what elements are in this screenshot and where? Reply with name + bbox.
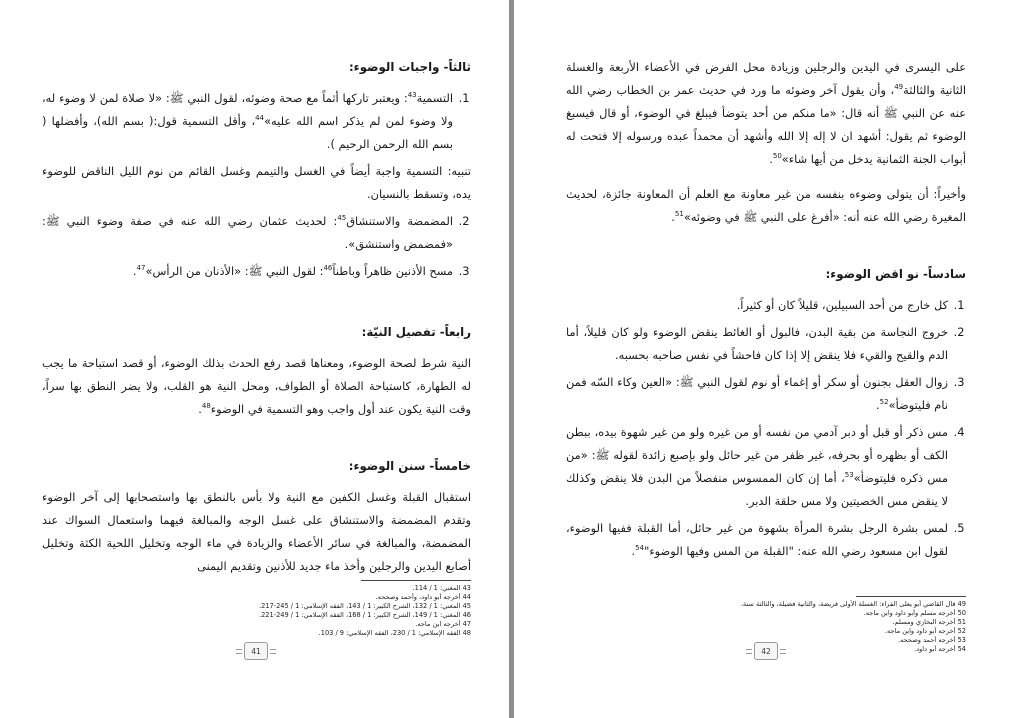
page-42-body: [566, 56, 966, 567]
footnote: 46 المغني: 1 / 149، الشرح الكبير: 1 / 168، الفقه الإسلامي: 1 / 249-221.: [259, 611, 471, 619]
footnote: 53 أخرجه أحمد وصححه.: [898, 636, 966, 644]
list-item: 2. خروج النجاسة من بقية البدن، فالبول أو الغائط ينقض الوضوء ولو كان قليلاً، أما الدم والقيح والقيء فلا ينقض إلا إذا كان فاحشاً في نفس صاحبه بحسبه.: [566, 321, 950, 367]
section-3-heading: ثالثاً- واجبات الوضوء:: [348, 60, 471, 74]
footnote-ref: 53: [844, 471, 854, 480]
section-4-heading: رابعاً- تفصيل النيّة:: [361, 325, 471, 339]
section-3-list-cont: [42, 210, 471, 283]
footnote: 43 المغني: 1 / 114.: [412, 584, 471, 592]
footnote-divider: [856, 596, 966, 597]
list-item: 1. كل خارج من أحد السبيلين، قليلاً كان أو كثيراً.: [566, 294, 950, 317]
footnote-ref: 46: [323, 264, 333, 273]
footnote-ref: 45: [337, 214, 347, 223]
footnote: 50 أخرجه مسلم وأبو داود وابن ماجه.: [863, 609, 966, 617]
footnote: 54 أخرجه أبو داود.: [914, 645, 966, 653]
footnote-ref: 49: [894, 83, 904, 92]
footnote-ref: 47: [136, 264, 146, 273]
list-item: 1. التسمية$^{43}$: ويعتبر تاركها أثماً مع صحة وضوئه، لقول النبي ﷺ: «لا صلاة لمن لا وضوء له، ولا وضوء لمن لم يذكر اسم الله عليه»$^{44}$، وأقل التسمية قول:( بسم الله)، وأفضلها ( بسم الله الرحمن الرحيم ).: [42, 87, 455, 156]
footnote-ref: 54: [635, 544, 645, 553]
intro-paragraph-2: وأخيراً: أن يتولى وضوءه بنفسه من غير معاونة مع العلم أن المعاونة جائزة، لحديث المغيرة رضي الله عنه أنه: «أفرغ على النبي ﷺ في وضوئه»$^{51}$.: [566, 187, 966, 224]
section-6-heading: سادساً- نو اقض الوضوء:: [825, 267, 966, 281]
page-41-body: [42, 56, 471, 578]
page-41-footnotes: [42, 580, 471, 638]
page-number: 41: [244, 642, 268, 660]
list-item: 2. المضمضة والاستنشاق$^{45}$: لحديث عثمان رضي الله عنه في صفة وضوء النبي ﷺ: «فمضمض واستنشق».: [42, 210, 455, 256]
footnote-ref: 52: [879, 398, 889, 407]
section-3-list: [42, 87, 471, 156]
footnote: 48 الفقه الإسلامي: 1 / 230، الفقه الإسلامي: 9 / 103.: [318, 629, 471, 637]
footnote-ref: 48: [201, 402, 211, 411]
footnote-divider: [361, 580, 471, 581]
page-number: 42: [754, 642, 778, 660]
footnote-ref: 50: [772, 152, 782, 161]
footnote: 49 قال القاضي أبو يعلى الفراء: الغسلة الأولى فريضة، والثانية فضيلة، والثالثة سنة.: [740, 600, 966, 608]
section-5-paragraph: استقبال القبلة وغسل الكفين مع النية ولا بأس بالنطق بها واستصحابها إلى آخر الوضوء وتقدم المضمضة والاستنشاق على غسل الوجه والمبالغة فيهما واستعمال السواك عند المضمضة، والمبالغة في سائر الأعضاء والزيادة في ماء الوجه وتخليل اللحية الكثة وتخليل أصابع اليدين والرجلين وأخذ ماء جديد للأذنين وتقديم اليمنى: [42, 490, 471, 573]
footnote: 47 أخرجه ابن ماجه.: [415, 620, 471, 628]
note-paragraph: تنبيه: التسمية واجبة أيضاً في الغسل والتيمم وغسل القائم من نوم الليل الناقض للوضوء يده، وتسقط بالنسيان.: [42, 164, 471, 201]
footnote: 45 المغني: 1 / 132، الشرح الكبير: 1 / 143، الفقه الإسلامي: 1 / 245-217.: [259, 602, 471, 610]
footnote-ref: 43: [407, 91, 417, 100]
footnote-ref: 44: [255, 114, 265, 123]
footnote: 51 أخرجه البخاري ومسلم.: [892, 618, 966, 626]
footnote-ref: 51: [674, 210, 684, 219]
document-page-41: [0, 0, 509, 718]
list-item: 4. مس ذكر أو قبل أو دبر آدمي من نفسه أو من غيره ولو من غير شهوة بيده، ببطن الكف أو بظهره أو بحرفه، غير ظفر من غير حائل ولو بإصبع زائدة لقوله ﷺ: «من مس ذكره فليتوضأ»$^{53}$، أما إن كان الممسوس منفصلاً من البدن فلا ينقض وكذلك لا ينقض مس الخصيتين ولا مس حلقة الدبر.: [566, 421, 950, 513]
list-item: 3. مسح الأذنين ظاهراً وباطناً$^{46}$: لقول النبي ﷺ: «الأذنان من الرأس»$^{47}$.: [42, 260, 455, 283]
footnote: 44 أخرجه أبو داود، وأحمد وصححه.: [375, 593, 471, 601]
document-page-42: [514, 0, 1024, 718]
list-item: 5. لمس بشرة الرجل بشرة المرأة بشهوة من غير حائل، أما القبلة ففيها الوضوء، لقول ابن مسعود رضي الله عنه: "القبلة من المس وفيها الوضوء"$^{54}$.: [566, 517, 950, 563]
section-4-paragraph: النية شرط لصحة الوضوء، ومعناها قصد رفع الحدث بذلك الوضوء، أو قصد استباحة ما يجب له الطهارة، كاستباحة الصلاة أو الطواف، ومحل النية هو القلب، ولا يضر النطق بها سراً، وقت النية يكون عند أول واجب وهو التسمية في الوضوء$^{48}$.: [42, 356, 471, 416]
section-6-list: [566, 294, 966, 563]
section-5-heading: خامساً- سنن الوضوء:: [348, 459, 471, 473]
list-item: 3. زوال العقل بجنون أو سكر أو إغماء أو نوم لقول النبي ﷺ: «العين وكاء السّه فمن نام فليتوضأ»$^{52}$.: [566, 371, 950, 417]
footnote: 52 أخرجه أبو داود وابن ماجه.: [884, 627, 966, 635]
intro-paragraph-1: على اليسرى في اليدين والرجلين وزيادة محل الفرض في الأعضاء الأربعة والغسلة الثانية والثالثة$^{49}$، وأن يقول آخر وضوئه ما ورد في حديث عمر بن الخطاب رضي الله عنه عن النبي ﷺ أنه قال: «ما منكم من أحد يتوضأ فيبلغ في الوضوء، أو قال فيسبغ الوضوء ثم يقول: أشهد ان لا إله إلا الله وأشهد أن محمداً عبده ورسوله إلا فتحت له أبواب الجنة الثمانية يدخل من أيها شاء»$^{50}$.: [566, 60, 966, 166]
